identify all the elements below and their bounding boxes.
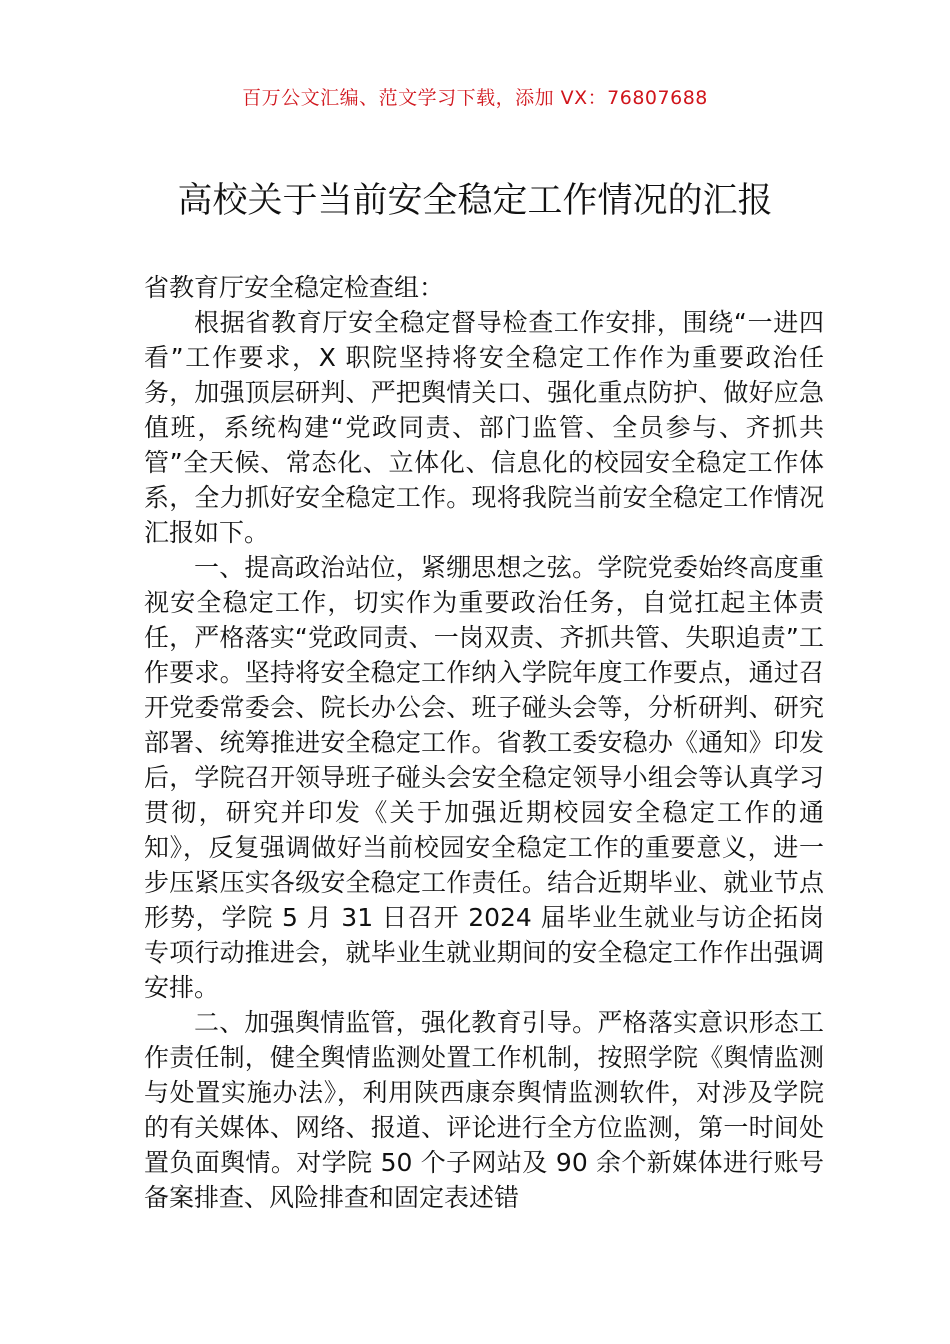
salutation: 省教育厅安全稳定检查组：: [144, 273, 445, 302]
paragraph-section-two: 二、加强舆情监管，强化教育引导。严格落实意识形态工作责任制，健全舆情监测处置工作机制，按照学院《舆情监测与处置实施办法》，利用陕西康奈舆情监测软件，对涉及学院的有关媒体、网络、报道、评论进行全方位监测，第一时间处置负面舆情。对学院 50 个子网站及 90 余个新媒体进行账号备案排查、风险排查和固定表述错: [144, 1008, 824, 1212]
paragraph-intro: 根据省教育厅安全稳定督导检查工作安排，围绕“一进四看”工作要求，X 职院坚持将安全稳定工作作为重要政治任务，加强顶层研判、严把舆情关口、强化重点防护、做好应急值班，系统构建“党政同责、部门监管、全员参与、齐抓共管”全天候、常态化、立体化、信息化的校园安全稳定工作体系，全力抓好安全稳定工作。现将我院当前安全稳定工作情况汇报如下。: [144, 308, 824, 547]
document-body: [144, 270, 824, 1215]
paragraph-section-one: 一、提高政治站位，紧绷思想之弦。学院党委始终高度重视安全稳定工作，切实作为重要政治任务，自觉扛起主体责任，严格落实“党政同责、一岗双责、齐抓共管、失职追责”工作要求。坚持将安全稳定工作纳入学院年度工作要点，通过召开党委常委会、院长办公会、班子碰头会等，分析研判、研究部署、统筹推进安全稳定工作。省教工委安稳办《通知》印发后，学院召开领导班子碰头会安全稳定领导小组会等认真学习贯彻，研究并印发《关于加强近期校园安全稳定工作的通知》，反复强调做好当前校园安全稳定工作的重要意义，进一步压紧压实各级安全稳定工作责任。结合近期毕业、就业节点形势，学院 5 月 31 日召开 2024 届毕业生就业与访企拓岗专项行动推进会，就毕业生就业期间的安全稳定工作作出强调安排。: [144, 553, 824, 1002]
page-title: 高校关于当前安全稳定工作情况的汇报: [177, 181, 773, 221]
download-notice: 百万公文汇编、范文学习下载，添加 VX：76807688: [242, 87, 708, 109]
